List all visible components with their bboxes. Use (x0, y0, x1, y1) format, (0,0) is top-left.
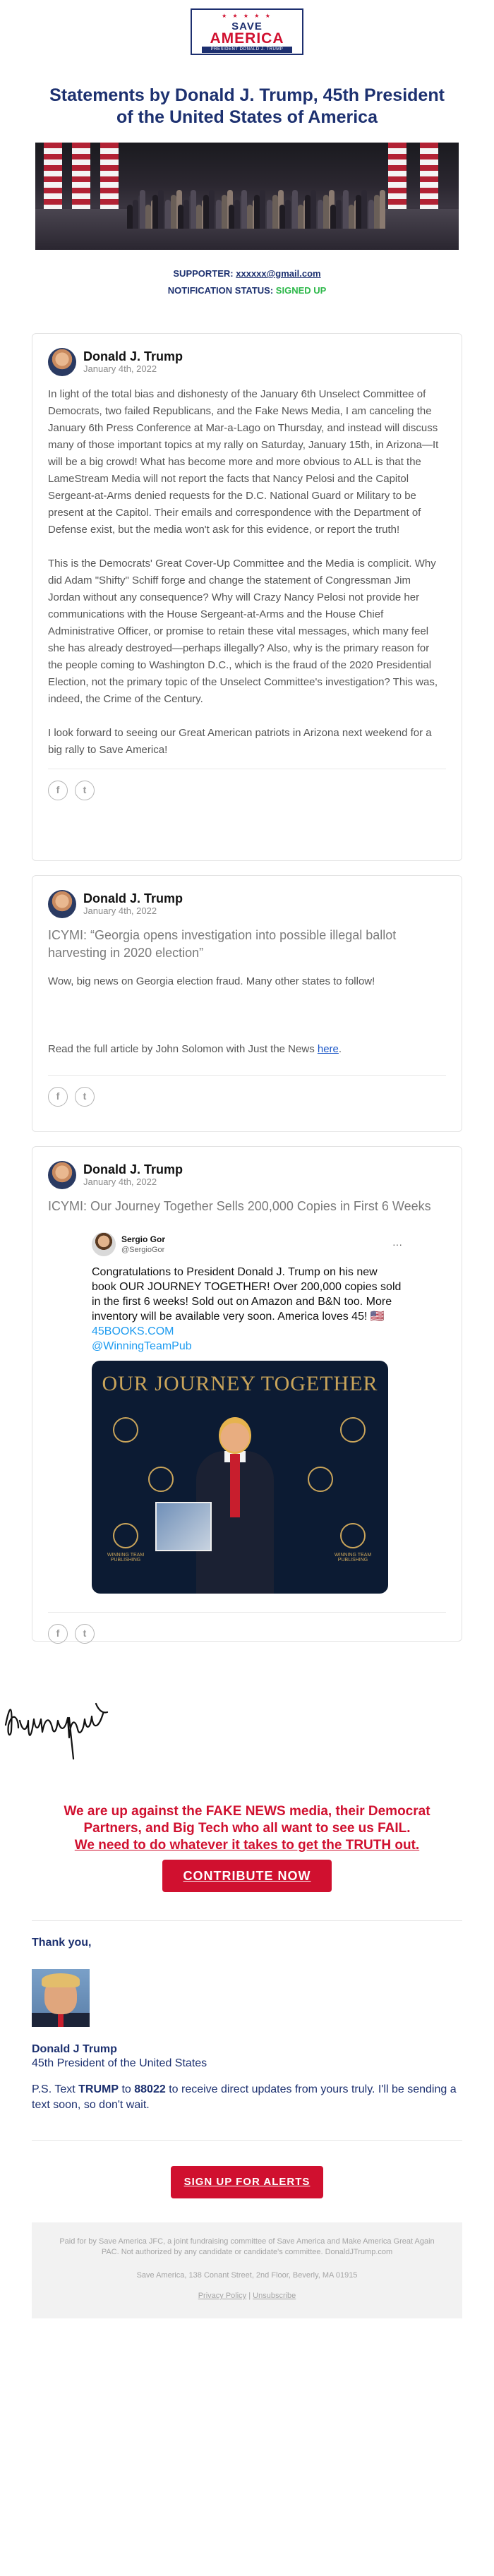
crowd-figure (165, 200, 171, 229)
crowd-figure (203, 195, 209, 229)
crowd-figure (292, 190, 298, 229)
signoff-role: 45th President of the United States (32, 2057, 207, 2069)
footer-separator: | (246, 2292, 253, 2300)
crowd-figure (374, 195, 380, 229)
crowd-figure (183, 200, 189, 229)
post-author: Donald J. Trump (83, 349, 183, 363)
post-body (48, 386, 446, 759)
tweet-author-avatar (92, 1232, 116, 1256)
book-cover (155, 1502, 212, 1551)
tweet-body: Congratulations to President Donald J. Trump on his new book OUR JOURNEY TOGETHER! Over 200,000 copies sold in the first 6 weeks! Sold out on Amazon and B&N too. More inventory will be available very soon. America loves 45! 🇺🇸 (92, 1266, 402, 1323)
thank-you-text: Thank you, (32, 1937, 92, 1949)
crowd-figure (216, 200, 222, 229)
crowd-figure (222, 195, 227, 229)
flag-graphic (72, 143, 90, 210)
logo-america-text: AMERICA (210, 30, 284, 47)
supporter-email-link[interactable]: xxxxxx@gmail.com (236, 268, 321, 279)
tweet-author-handle: @SergioGor (121, 1245, 165, 1254)
statement-post (32, 333, 462, 861)
crowd-figure (298, 205, 303, 229)
publisher-seal-caption: WINNING TEAM PUBLISHING (107, 1553, 145, 1563)
facebook-share-icon[interactable]: f (48, 781, 68, 800)
post-date: January 4th, 2022 (83, 1176, 157, 1187)
post-icymi-title: ICYMI: “Georgia opens investigation into possible illegal ballot harvesting in 2020 election” (48, 928, 397, 960)
sms-suffix: to receive direct updates from yours truly. I'll be sending a text soon, so don't wait. (32, 2083, 457, 2111)
logo-save-text: SAVE (231, 20, 263, 32)
crowd-figure (349, 205, 354, 229)
facebook-share-icon[interactable]: f (48, 1624, 68, 1644)
crowd-figure (241, 190, 247, 229)
read-more-suffix: . (338, 1043, 342, 1055)
crowd-figure (279, 205, 285, 229)
crowd-figure (305, 195, 311, 229)
tweet-link-books[interactable]: 45BOOKS.COM (92, 1325, 174, 1337)
embedded-tweet[interactable] (92, 1232, 402, 1594)
signoff-name: Donald J Trump (32, 2043, 117, 2055)
notification-status-value: SIGNED UP (275, 285, 327, 296)
tweet-author-name: Sergio Gor (121, 1234, 166, 1244)
crowd-figure (285, 200, 291, 229)
appeal-text (0, 1803, 494, 1854)
post-body (48, 973, 446, 1058)
crowd-figure (140, 190, 145, 229)
publisher-seal-icon (308, 1467, 333, 1492)
post-paragraph: I look forward to seeing our Great American patriots in Arizona next weekend for a big rally to Save America! (48, 727, 432, 756)
sms-instructions (32, 2082, 462, 2113)
publisher-seal-caption: WINNING TEAM PUBLISHING (334, 1553, 372, 1563)
crowd-figure (145, 205, 151, 229)
post-author: Donald J. Trump (83, 1162, 183, 1176)
logo-tagline: PRESIDENT DONALD J. TRUMP (202, 47, 292, 53)
crowd-figure (209, 190, 215, 229)
post-divider (48, 1612, 446, 1613)
share-row (48, 1624, 446, 1644)
subscriber-meta (0, 265, 494, 299)
more-options-icon[interactable]: ··· (392, 1239, 402, 1250)
post-paragraph: In light of the total bias and dishonesty of the January 6th Unselect Committee of Democrats, two failed Republicans, and the Fake News Media, I am canceling the January 6th Press Conference at Mar-a-Lago on Thursday, and instead will discuss many of those important topics at my rally on Saturday, January 15th, in Arizona—It will be a big crowd! What has become more and more obvious to ALL is that the LameStream Media will not report the facts that Nancy Pelosi and the Capitol Sergeant-at-Arms denied requests for the D.C. National Guard or Military to be present at the Capitol. Their emails and correspondence with the Department of Defense exist, but the media won't ask for this evidence, or report the truth! (48, 388, 439, 536)
post-date: January 4th, 2022 (83, 905, 157, 916)
crowd-figure (152, 195, 158, 229)
author-avatar (48, 890, 76, 918)
post-author: Donald J. Trump (83, 891, 183, 905)
save-america-logo[interactable] (191, 8, 303, 55)
flag-graphic (44, 143, 62, 210)
publisher-seal-icon (148, 1467, 174, 1492)
read-more-line (48, 1041, 446, 1058)
footer-links (53, 2291, 441, 2301)
post-divider (48, 1075, 446, 1076)
crowd-figure (311, 190, 316, 229)
crowd-figure (323, 195, 329, 229)
crowd-figure (254, 195, 260, 229)
appeal-line: We are up against the FAKE NEWS media, their Democrat Partners, and Big Tech who all want to see us FAIL. (64, 1804, 430, 1836)
crowd-figure (133, 200, 138, 229)
read-more-text: Read the full article by John Solomon with Just the News (48, 1043, 318, 1055)
crowd-figure (127, 205, 133, 229)
crowd-figure (178, 205, 183, 229)
sms-mid: to (119, 2083, 135, 2095)
logo-stars: ★ ★ ★ ★ ★ (222, 13, 272, 19)
tweet-link-publisher[interactable]: @WinningTeamPub (92, 1340, 192, 1352)
post-paragraph: This is the Democrats' Great Cover-Up Committee and the Media is complicit. Why did Adam "Shifty" Schiff forge and change the statement of Congressman Jim Jordan without any consequence? Why will Crazy Nancy Pelosi not provide her communications with the House Sergeant-at-Arms and the House Chief Administrative Officer, or promise to retain these vital messages, which many feel she has already destroyed—perhaps illegally? Also, why is the primary reason for the people coming to Washington D.C., which is the fraud of the 2020 Presidential Election, not the primary topic of the Unselect Committee's investigation? This was, indeed, the Crime of the Century. (48, 558, 438, 705)
twitter-share-icon[interactable]: t (75, 781, 95, 800)
mailing-address: Save America, 138 Conant Street, 2nd Floor, Beverly, MA 01915 (136, 2271, 358, 2280)
signoff-block (32, 1937, 462, 2113)
publisher-seal-icon (113, 1523, 138, 1548)
post-paragraph: Wow, big news on Georgia election fraud. Many other states to follow! (48, 975, 375, 987)
post-date: January 4th, 2022 (83, 363, 157, 374)
crowd-figure (171, 195, 176, 229)
crowd-figure (380, 190, 385, 229)
flag-graphic (420, 143, 438, 210)
article-link[interactable]: here (317, 1043, 339, 1055)
crowd-figure (368, 200, 374, 229)
privacy-policy-link[interactable]: Privacy Policy (198, 2292, 247, 2300)
email-page (0, 8, 494, 2318)
signature-image (0, 1675, 113, 1760)
author-avatar (48, 348, 76, 376)
crowd-figure (158, 190, 164, 229)
flag-graphic (388, 143, 406, 210)
tweet-image[interactable] (92, 1361, 388, 1594)
crowd-figure (191, 190, 196, 229)
notification-status-label: NOTIFICATION STATUS: (167, 285, 274, 296)
crowd-figure (229, 205, 234, 229)
tweet-text (92, 1265, 402, 1354)
statement-post (32, 1146, 462, 1642)
flag-graphic (100, 143, 119, 210)
post-icymi-title: ICYMI: Our Journey Together Sells 200,000 Copies in First 6 Weeks (48, 1199, 431, 1213)
crowd-figure (361, 190, 367, 229)
contribute-now-button[interactable]: CONTRIBUTE NOW (162, 1860, 332, 1892)
share-row (48, 1087, 446, 1107)
crowd-figure (356, 195, 361, 229)
appeal-line-underlined: We need to do whatever it takes to get the TRUTH out. (74, 1838, 420, 1853)
publisher-seal-icon (340, 1417, 366, 1443)
publisher-seal-icon (340, 1523, 366, 1548)
sms-prefix: P.S. Text (32, 2083, 79, 2095)
book-banner-title: OUR JOURNEY TOGETHER (102, 1372, 378, 1395)
section-divider (32, 1920, 462, 1921)
portrait-photo (32, 1969, 90, 2027)
crowd-figure (234, 200, 240, 229)
crowd-figure (318, 200, 323, 229)
page-headline: Statements by Donald J. Trump, 45th President of the United States of America (49, 85, 445, 127)
sms-keyword: TRUMP (78, 2083, 119, 2095)
footer (32, 2222, 462, 2318)
section-divider (32, 2140, 462, 2141)
twitter-share-icon[interactable]: t (75, 1087, 95, 1107)
share-row (48, 781, 446, 800)
sign-up-for-alerts-button[interactable]: SIGN UP FOR ALERTS (171, 2166, 323, 2198)
author-avatar (48, 1161, 76, 1189)
facebook-share-icon[interactable]: f (48, 1087, 68, 1107)
publisher-seal-icon (113, 1417, 138, 1443)
crowd-figure (196, 205, 202, 229)
crowd-figure (267, 200, 272, 229)
supporter-label: SUPPORTER: (173, 268, 234, 279)
crowd-figure (343, 190, 349, 229)
sms-number: 88022 (134, 2083, 166, 2095)
crowd-figure (260, 190, 265, 229)
paid-for-disclaimer: Paid for by Save America JFC, a joint fundraising committee of Save America and Make America Great Again PAC. Not authorized by any candidate or candidate's committee. DonaldJTrump.com (59, 2237, 435, 2256)
crowd-figure (336, 200, 342, 229)
hero-image (35, 143, 459, 250)
unsubscribe-link[interactable]: Unsubscribe (253, 2292, 296, 2300)
crowd-figure (272, 195, 278, 229)
statement-post (32, 875, 462, 1132)
crowd-figure (330, 205, 336, 229)
crowd-figure (247, 205, 253, 229)
twitter-share-icon[interactable]: t (75, 1624, 95, 1644)
